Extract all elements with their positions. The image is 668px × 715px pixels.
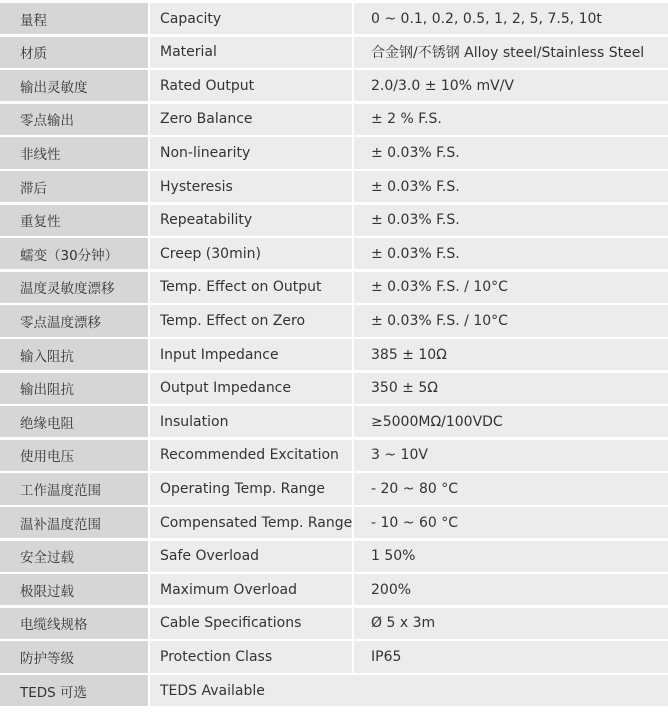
param-value: 350 ± 5Ω: [354, 373, 668, 404]
spec-row-input-impedance: [0, 339, 668, 370]
param-value: ± 0.03% F.S. / 10°C: [354, 272, 668, 303]
param-value: ± 0.03% F.S.: [354, 137, 668, 168]
param-en-label: Protection Class: [150, 641, 352, 672]
param-cn-label: 非线性: [0, 137, 148, 168]
param-cn-label: 重复性: [0, 205, 148, 236]
spec-row-teds: [0, 675, 668, 706]
param-cn-label: 温度灵敏度漂移: [0, 272, 148, 303]
param-value: ± 0.03% F.S.: [354, 171, 668, 202]
param-en-label: Rated Output: [150, 70, 352, 101]
spec-row-temp-effect-output: [0, 272, 668, 303]
param-en-label: Maximum Overload: [150, 574, 352, 605]
param-cn-label: 安全过载: [0, 541, 148, 572]
param-en-label: Temp. Effect on Output: [150, 272, 352, 303]
param-en-label: Repeatability: [150, 205, 352, 236]
spec-row-zero-balance: [0, 104, 668, 135]
spec-row-operating-temp: [0, 473, 668, 504]
spec-row-capacity: [0, 3, 668, 34]
param-value: ± 0.03% F.S. / 10°C: [354, 305, 668, 336]
param-cn-label: 工作温度范围: [0, 473, 148, 504]
spec-row-protection-class: [0, 641, 668, 672]
param-cn-label: 温补温度范围: [0, 507, 148, 538]
param-value: ≥5000MΩ/100VDC: [354, 406, 668, 437]
param-cn-label: 极限过载: [0, 574, 148, 605]
param-en-label: Operating Temp. Range: [150, 473, 352, 504]
param-cn-label: 量程: [0, 3, 148, 34]
param-en-label: TEDS Available: [150, 675, 668, 706]
param-value: - 20 ~ 80 °C: [354, 473, 668, 504]
param-cn-label: 电缆线规格: [0, 608, 148, 639]
param-cn-label: 输入阻抗: [0, 339, 148, 370]
param-cn-label: 蠕变（30分钟）: [0, 238, 148, 269]
spec-row-hysteresis: [0, 171, 668, 202]
spec-row-temp-effect-zero: [0, 305, 668, 336]
param-en-label: Material: [150, 37, 352, 68]
param-value: ± 0.03% F.S.: [354, 205, 668, 236]
spec-row-material: [0, 37, 668, 68]
param-value: 385 ± 10Ω: [354, 339, 668, 370]
param-en-label: Non-linearity: [150, 137, 352, 168]
param-value: - 10 ~ 60 °C: [354, 507, 668, 538]
param-cn-label: 使用电压: [0, 440, 148, 471]
param-en-label: Output Impedance: [150, 373, 352, 404]
spec-row-rated-output: [0, 70, 668, 101]
spec-row-cable: [0, 608, 668, 639]
param-value: 0 ~ 0.1, 0.2, 0.5, 1, 2, 5, 7.5, 10t: [354, 3, 668, 34]
param-value: 200%: [354, 574, 668, 605]
param-en-label: Input Impedance: [150, 339, 352, 370]
param-en-label: Creep (30min): [150, 238, 352, 269]
param-en-label: Insulation: [150, 406, 352, 437]
param-cn-label: 零点温度漂移: [0, 305, 148, 336]
param-en-label: Hysteresis: [150, 171, 352, 202]
param-cn-label: 绝缘电阻: [0, 406, 148, 437]
spec-row-output-impedance: [0, 373, 668, 404]
param-value: IP65: [354, 641, 668, 672]
param-value: ± 0.03% F.S.: [354, 238, 668, 269]
param-en-label: Recommended Excitation: [150, 440, 352, 471]
param-value: Ø 5 x 3m: [354, 608, 668, 639]
spec-row-non-linearity: [0, 137, 668, 168]
param-cn-label: 材质: [0, 37, 148, 68]
param-en-label: Zero Balance: [150, 104, 352, 135]
spec-row-repeatability: [0, 205, 668, 236]
spec-row-compensated-temp: [0, 507, 668, 538]
param-cn-label: 输出灵敏度: [0, 70, 148, 101]
param-value: ± 2 % F.S.: [354, 104, 668, 135]
param-en-label: Temp. Effect on Zero: [150, 305, 352, 336]
param-en-label: Compensated Temp. Range: [150, 507, 352, 538]
param-cn-label: 防护等级: [0, 641, 148, 672]
param-en-label: Capacity: [150, 3, 352, 34]
param-cn-label: 输出阻抗: [0, 373, 148, 404]
param-cn-label: 零点输出: [0, 104, 148, 135]
param-en-label: Safe Overload: [150, 541, 352, 572]
spec-row-insulation: [0, 406, 668, 437]
spec-row-safe-overload: [0, 541, 668, 572]
param-value: 3 ~ 10V: [354, 440, 668, 471]
param-value: 1 50%: [354, 541, 668, 572]
param-value: 合金钢/不锈钢 Alloy steel/Stainless Steel: [354, 37, 668, 68]
param-cn-label: 滞后: [0, 171, 148, 202]
spec-row-creep: [0, 238, 668, 269]
spec-row-excitation: [0, 440, 668, 471]
param-en-label: Cable Specifications: [150, 608, 352, 639]
spec-row-max-overload: [0, 574, 668, 605]
param-cn-label: TEDS 可选: [0, 675, 148, 706]
param-value: 2.0/3.0 ± 10% mV/V: [354, 70, 668, 101]
